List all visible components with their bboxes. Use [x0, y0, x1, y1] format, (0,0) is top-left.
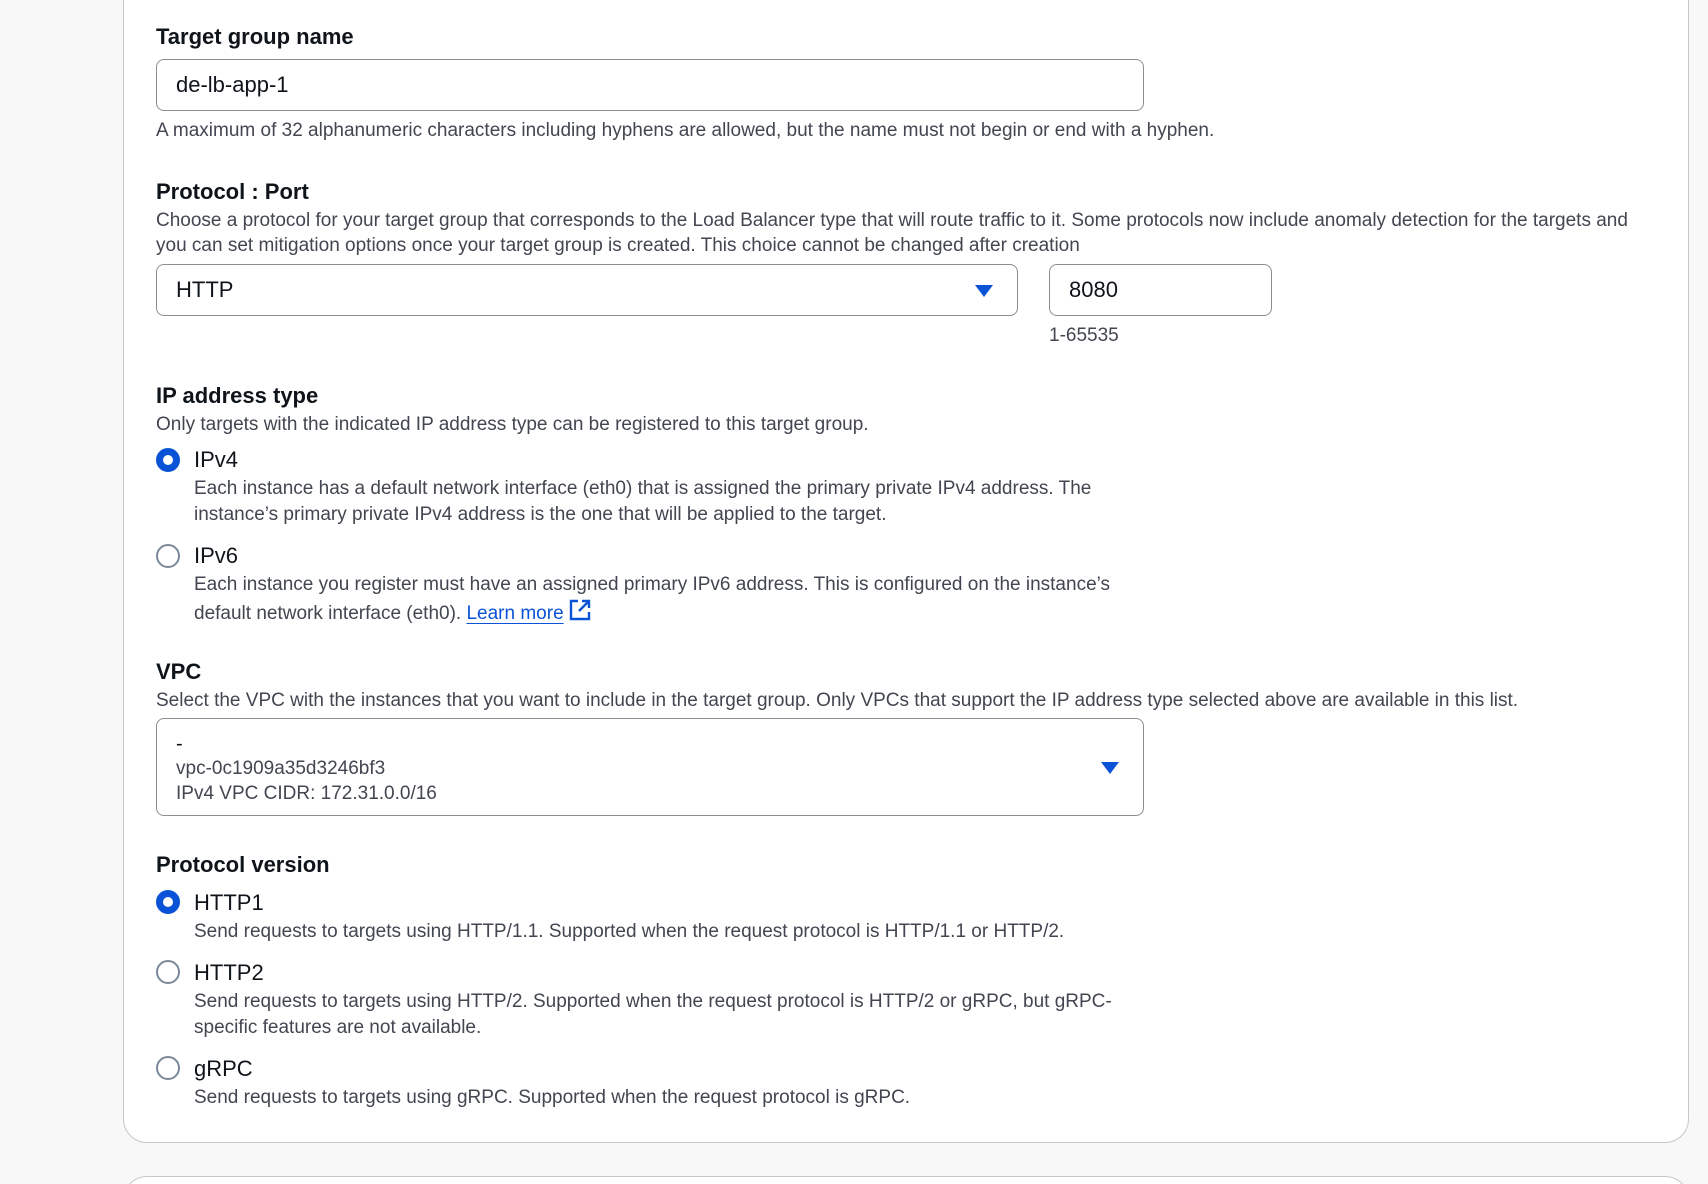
http1-radio-label[interactable]: HTTP1	[194, 890, 264, 915]
ip-address-type-description: Only targets with the indicated IP address type can be registered to this target group.	[156, 414, 869, 435]
target-group-name-hint: A maximum of 32 alphanumeric characters including hyphens are allowed, but the name must not begin or end with a hyphen.	[156, 120, 1215, 141]
http2-radio-description: Send requests to targets using HTTP/2. Supported when the request protocol is HTTP/2 or gRPC, but gRPC-specific features are not available.	[194, 991, 1112, 1038]
ip-address-type-label: IP address type	[156, 383, 319, 408]
http2-radio-label[interactable]: HTTP2	[194, 960, 264, 985]
ipv4-radio-label[interactable]: IPv4	[194, 447, 239, 472]
port-range-hint: 1-65535	[1049, 325, 1119, 346]
ipv6-radio-description	[194, 572, 1154, 630]
target-group-name-value: de-lb-app-1	[176, 72, 289, 97]
vpc-label: VPC	[156, 659, 202, 684]
grpc-radio-description: Send requests to targets using gRPC. Supported when the request protocol is gRPC.	[194, 1087, 911, 1108]
target-group-name-input[interactable]	[156, 59, 1144, 111]
protocol-version-label: Protocol version	[156, 852, 330, 877]
target-group-name-label: Target group name	[156, 24, 354, 49]
vpc-description: Select the VPC with the instances that you want to include in the target group. Only VPCs that support the IP address type selected above are available in this list.	[156, 690, 1519, 711]
protocol-port-label: Protocol : Port	[156, 179, 309, 204]
http1-radio-description: Send requests to targets using HTTP/1.1. Supported when the request protocol is HTTP/1.1 or HTTP/2.	[194, 921, 1065, 942]
protocol-port-description: Choose a protocol for your target group that corresponds to the Load Balancer type that will route traffic to it. Some protocols now include anomaly detection for the targets and you can set mitigation options once your target group is created. This choice cannot be changed after creation	[156, 210, 1628, 256]
ipv6-radio-label[interactable]: IPv6	[194, 543, 239, 568]
grpc-radio[interactable]	[156, 1056, 180, 1080]
ipv4-radio-description: Each instance has a default network interface (eth0) that is assigned the primary private IPv4 address. The instance’s primary private IPv4 address is the one that will be applied to the target.	[194, 478, 1092, 525]
http1-radio[interactable]	[156, 890, 180, 914]
next-section-panel	[123, 1176, 1689, 1184]
ipv6-description-text: Each instance you register must have an assigned primary IPv6 address. This is configured on the instance’s default network interface (eth0).	[194, 574, 1111, 624]
vpc-selected-cidr: IPv4 VPC CIDR: 172.31.0.0/16	[176, 783, 437, 804]
ipv6-radio[interactable]	[156, 544, 180, 568]
port-input-value: 8080	[1069, 277, 1118, 302]
caret-down-icon	[975, 285, 993, 297]
vpc-selected-id: vpc-0c1909a35d3246bf3	[176, 758, 386, 779]
ipv4-radio[interactable]	[156, 448, 180, 472]
protocol-select[interactable]	[156, 264, 1018, 316]
grpc-radio-label[interactable]: gRPC	[194, 1056, 253, 1081]
vpc-selected-name: -	[176, 733, 183, 755]
learn-more-text: Learn more	[466, 603, 564, 624]
external-link-icon[interactable]	[568, 598, 592, 630]
http2-radio[interactable]	[156, 960, 180, 984]
port-input[interactable]	[1049, 264, 1272, 316]
caret-down-icon	[1101, 762, 1119, 774]
protocol-select-value: HTTP	[176, 277, 234, 302]
learn-more-link[interactable]	[466, 603, 563, 624]
vpc-select[interactable]	[156, 718, 1144, 816]
